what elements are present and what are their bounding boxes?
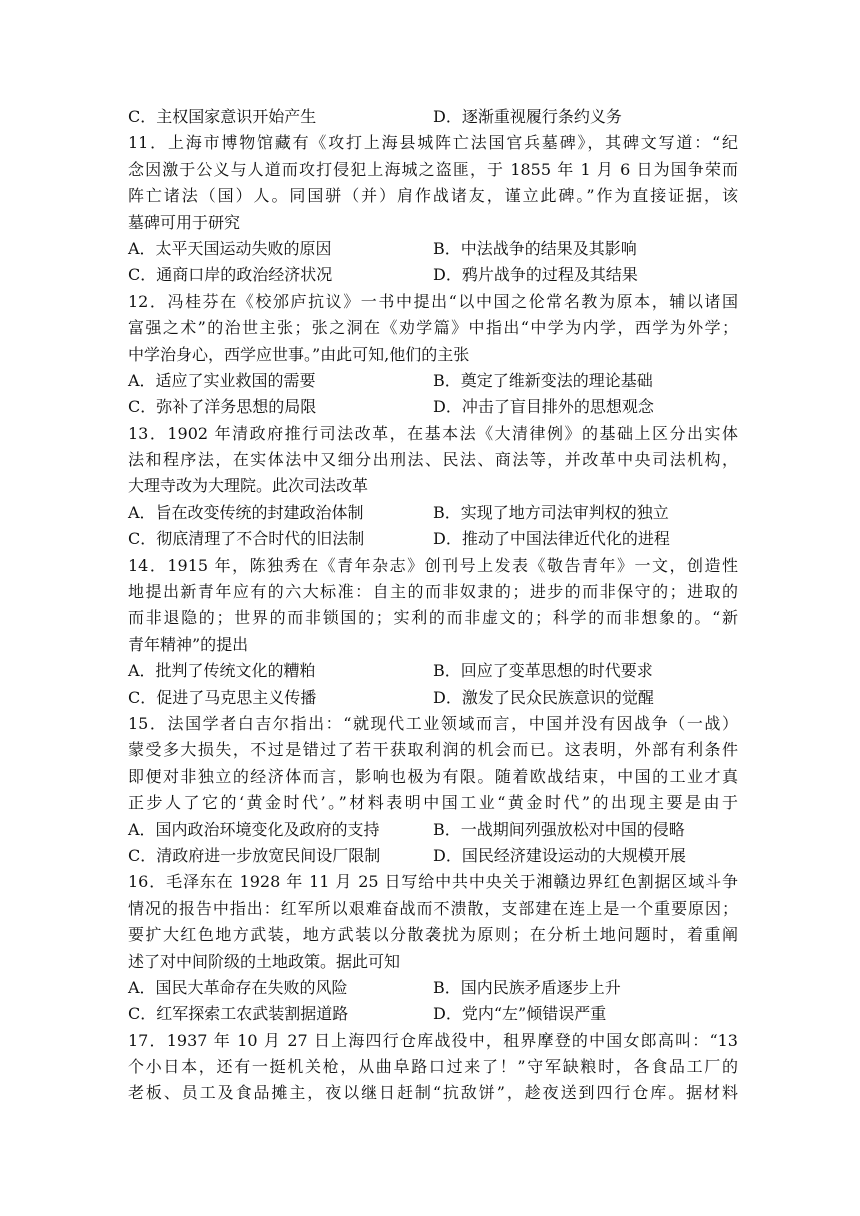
q11-option-d: D．鸦片战争的过程及其结果 [433, 265, 638, 285]
q16-stem-line: 述了对中间阶级的土地政策。据此可知 [128, 951, 401, 971]
q15-option-a: A．国内政治环境变化及政府的支持 [128, 819, 380, 839]
q14-option-b: B．回应了变革思想的时代要求 [433, 661, 653, 681]
q17-stem-line: 个小日本，还有一挺机关枪，从曲阜路口过来了！”守军缺粮时，各食品工厂的 [128, 1057, 738, 1077]
q14-options-row-1 [128, 658, 738, 684]
q14-stem-line: 青年精神”的提出 [128, 634, 249, 654]
q16-stem-line: 要扩大红色地方武装，地方武装以分散袭扰为原则；在分析土地问题时，着重阐 [128, 925, 738, 945]
q15-option-d: D．国民经济建设运动的大规模开展 [433, 845, 686, 865]
q16-option-d: D．党内“左”倾错误严重 [433, 1004, 607, 1024]
q12-stem-line: 富强之术”的治世主张；张之洞在《劝学篇》中指出“中学为内学，西学为外学； [128, 318, 738, 338]
q11-stem-line: 念因激于公义与人道而攻打侵犯上海城之盗匪，于 1855 年 1 月 6 日为国争荣而 [128, 159, 738, 179]
question-12 [128, 289, 738, 421]
q13-stem-line: 13．1902 年清政府推行司法改革，在基本法《大清律例》的基础上区分出实体 [128, 423, 738, 443]
q10-option-c: C．主权国家意识开始产生 [128, 107, 317, 126]
q13-options-row-1 [128, 500, 738, 526]
q13-stem-line: 大理寺改为大理院。此次司法改革 [128, 476, 369, 496]
q14-stem-line: 地提出新青年应有的六大标准：自主的而非奴隶的；进步的而非保守的；进取的 [128, 582, 738, 602]
question-list [128, 104, 738, 1107]
q11-option-a: A．太平天国运动失败的原因 [128, 238, 332, 258]
question-11 [128, 130, 738, 288]
q15-stem-line: 15．法国学者白吉尔指出：“就现代工业领域而言，中国并没有因战争（一战） [128, 713, 738, 733]
q15-stem-line: 即便对非独立的经济体而言，影响也极为有限。随着欧战结束，中国的工业才真 [128, 766, 738, 786]
q14-option-c: C．促进了马克思主义传播 [128, 687, 317, 707]
q13-option-a: A．旨在改变传统的封建政治体制 [128, 502, 364, 522]
q10-options-row-2 [128, 104, 738, 130]
q14-stem-line: 而非退隐的；世界的而非锁国的；实利的而非虚文的；科学的而非想象的。“新 [128, 608, 738, 628]
q11-option-b: B．中法战争的结果及其影响 [433, 238, 637, 258]
q16-stem-line: 16．毛泽东在 1928 年 11 月 25 日写给中共中央关于湘赣边界红色割据区域斗争 [128, 872, 738, 892]
q16-option-b: B．国内民族矛盾逐步上升 [433, 977, 621, 997]
q12-option-b: B．奠定了维新变法的理论基础 [433, 370, 653, 390]
q12-options-row-2 [128, 394, 738, 420]
q11-option-c: C．通商口岸的政治经济状况 [128, 265, 333, 285]
q17-stem-line: 17．1937 年 10 月 27 日上海四行仓库战役中，租界摩登的中国女郎高叫：“13 [128, 1030, 738, 1050]
q15-stem-line: 正步人了它的‘黄金时代’。”材料表明中国工业“黄金时代”的出现主要是由于 [128, 793, 738, 813]
question-14 [128, 553, 738, 711]
q13-option-d: D．推动了中国法律近代化的进程 [433, 529, 670, 549]
q12-option-d: D．冲击了盲目排外的思想观念 [433, 397, 654, 417]
q15-options-row-1 [128, 817, 738, 843]
q13-option-c: C．彻底清理了不合时代的旧法制 [128, 529, 365, 549]
q16-options-row-2 [128, 1001, 738, 1027]
q11-options-row-2 [128, 262, 738, 288]
q11-stem-line: 11．上海市博物馆藏有《攻打上海县城阵亡法国官兵墓碑》，其碑文写道：“纪 [128, 133, 738, 153]
question-15 [128, 711, 738, 869]
q14-option-a: A．批判了传统文化的糟粕 [128, 661, 316, 681]
q13-option-b: B．实现了地方司法审判权的独立 [433, 502, 669, 522]
q11-stem-line: 墓碑可用于研究 [128, 212, 241, 232]
q12-stem-line: 中学治身心，西学应世事。”由此可知,他们的主张 [128, 344, 470, 364]
q11-stem-line: 阵亡诸法（国）人。同国骈（并）肩作战诸友，谨立此碑。”作为直接证据，该 [128, 186, 738, 206]
q12-stem-line: 12．冯桂芬在《校邠庐抗议》一书中提出“以中国之伦常名教为原本，辅以诸国 [128, 291, 738, 311]
q14-option-d: D．激发了民众民族意识的觉醒 [433, 687, 654, 707]
q14-stem-line: 14．1915 年，陈独秀在《青年杂志》创刊号上发表《敬告青年》一文，创造性 [128, 555, 738, 575]
q16-options-row-1 [128, 975, 738, 1001]
q13-options-row-2 [128, 526, 738, 552]
q15-options-row-2 [128, 843, 738, 869]
q12-option-c: C．弥补了洋务思想的局限 [128, 397, 317, 417]
q17-stem-line: 老板、员工及食品摊主，夜以继日赶制“抗敌饼”，趁夜送到四行仓库。据材料 [128, 1083, 738, 1103]
q13-stem-line: 法和程序法，在实体法中又细分出刑法、民法、商法等，并改革中央司法机构， [128, 450, 738, 470]
q15-option-c: C．清政府进一步放宽民间设厂限制 [128, 845, 381, 865]
question-16 [128, 869, 738, 1027]
q16-stem-line: 情况的报告中指出：红军所以艰难奋战而不溃散，支部建在连上是一个重要原因； [128, 898, 738, 918]
q15-option-b: B．一战期间列强放松对中国的侵略 [433, 819, 685, 839]
q12-options-row-1 [128, 368, 738, 394]
q16-option-c: C．红军探索工农武装割据道路 [128, 1004, 349, 1024]
q11-options-row-1 [128, 236, 738, 262]
q14-options-row-2 [128, 685, 738, 711]
q15-stem-line: 蒙受多大损失，不过是错过了若干获取利润的机会而已。这表明，外部有利条件 [128, 740, 738, 760]
q12-option-a: A．适应了实业救国的需要 [128, 370, 316, 390]
question-13 [128, 421, 738, 553]
question-17 [128, 1028, 738, 1107]
q10-option-d: D．逐渐重视履行条约义务 [433, 107, 622, 126]
q16-option-a: A．国民大革命存在失败的风险 [128, 977, 348, 997]
